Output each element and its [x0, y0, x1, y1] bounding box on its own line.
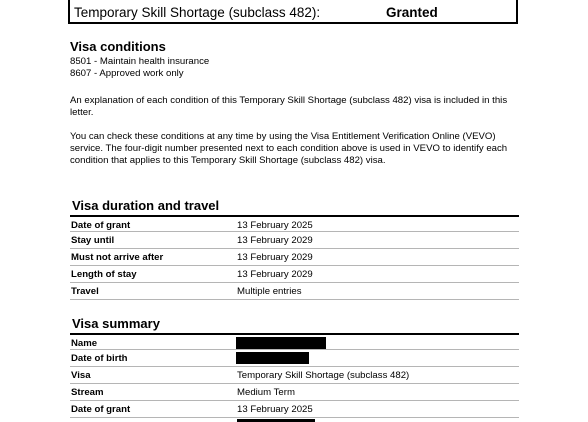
visa-conditions-heading: Visa conditions: [70, 39, 166, 54]
condition-item: 8607 - Approved work only: [70, 68, 184, 79]
row-label: Date of grant: [71, 404, 131, 415]
table-row: [70, 350, 519, 367]
table-row: [70, 232, 519, 249]
row-label: Stay until: [71, 235, 115, 246]
table-row: [70, 266, 519, 283]
visa-summary-table: [70, 333, 519, 418]
row-label: Travel: [71, 286, 99, 297]
row-value: 13 February 2029: [237, 235, 313, 246]
redacted-name-block: [236, 337, 326, 349]
grant-visa-label: Temporary Skill Shortage (subclass 482):: [74, 5, 321, 20]
row-value: Multiple entries: [237, 286, 302, 297]
row-value: 13 February 2025: [237, 404, 313, 415]
grant-status-box: [68, 0, 518, 24]
vevo-paragraph: You can check these conditions at any time by using the Visa Entitlement Verification Online (VEVO) service. The four-digit number presented next to each condition above is used in VEVO to identify each condition that applies to this Temporary Skill Shortage (subclass 482) visa.: [70, 131, 508, 166]
table-row: [70, 384, 519, 401]
row-value: 13 February 2029: [237, 269, 313, 280]
row-label: Date of birth: [71, 353, 128, 364]
conditions-explanation-paragraph: An explanation of each condition of this Temporary Skill Shortage (subclass 482) visa is included in this letter.: [70, 95, 508, 118]
table-row: [70, 367, 519, 384]
table-row: [70, 215, 519, 232]
redacted-dob-block: [236, 352, 309, 364]
visa-duration-table: [70, 215, 519, 300]
row-value: Medium Term: [237, 387, 295, 398]
grant-status-text: Granted: [386, 5, 438, 20]
table-row: [70, 401, 519, 418]
table-row: [70, 249, 519, 266]
visa-duration-heading: Visa duration and travel: [72, 198, 220, 213]
row-label: Visa: [71, 370, 91, 381]
row-value: 13 February 2029: [237, 252, 313, 263]
row-label: Stream: [71, 387, 104, 398]
table-row: [70, 283, 519, 300]
condition-item: 8501 - Maintain health insurance: [70, 56, 210, 67]
row-value: Temporary Skill Shortage (subclass 482): [237, 370, 410, 381]
row-label: Name: [71, 338, 98, 349]
row-value: 13 February 2025: [237, 220, 313, 231]
row-label: Date of grant: [71, 220, 131, 231]
visa-summary-heading: Visa summary: [72, 316, 160, 331]
row-label: Length of stay: [71, 269, 137, 280]
table-row: [70, 333, 519, 350]
row-label: Must not arrive after: [71, 252, 164, 263]
